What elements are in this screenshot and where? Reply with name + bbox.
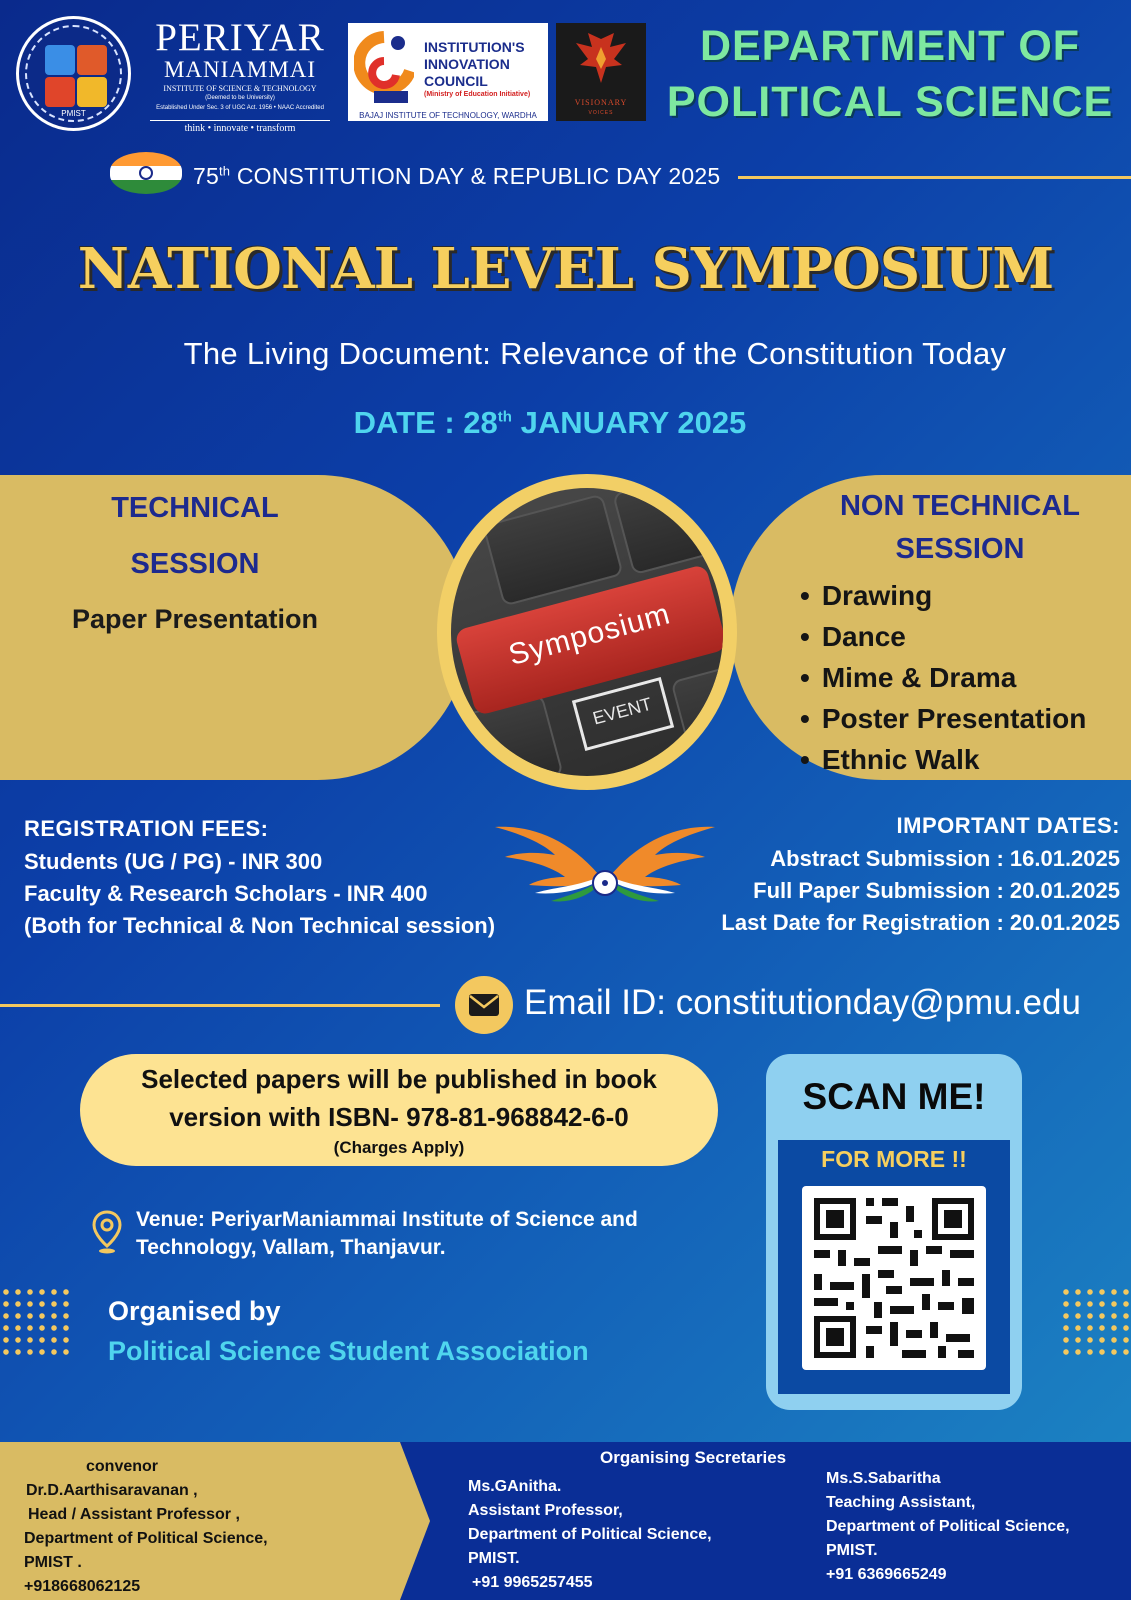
university-tagline: think • innovate • transform (150, 120, 330, 134)
occasion-number: 75 (193, 163, 219, 189)
non-technical-event-list (800, 575, 1130, 780)
list-item: • Poster Presentation (800, 698, 1130, 739)
publication-line1: Selected papers will be published in book (141, 1064, 657, 1094)
secretary-2-department: Department of Political Science, (826, 1518, 1070, 1535)
seal-quadrant (77, 77, 107, 107)
convenor-department: Department of Political Science, (24, 1530, 268, 1547)
important-dates-title: IMPORTANT DATES: (896, 813, 1120, 838)
convenor-phone: +918668062125 (24, 1578, 141, 1595)
non-technical-session-title-line2: SESSION (895, 533, 1025, 565)
visionary-sub: VOICES (588, 110, 614, 116)
university-name-line2: MANIAMMAI (163, 57, 317, 82)
symposium-keyboard-image (437, 474, 737, 790)
decorative-dots (1060, 1286, 1130, 1356)
list-item: • Ethnic Walk (800, 739, 1130, 780)
non-technical-session-title-line1: NON TECHNICAL (839, 490, 1081, 522)
event-stamp-label: EVENT (590, 693, 654, 729)
secretary-2-designation: Teaching Assistant, (826, 1494, 976, 1511)
list-item: • Mime & Drama (800, 657, 1130, 698)
decorative-dots (0, 1286, 70, 1356)
visionary-logo (556, 23, 646, 121)
university-accreditation: Established Under Sec. 3 of UGC Act. 1956 • NAAC Accredited (156, 105, 324, 111)
iic-title: INSTITUTION'S INNOVATION COUNCIL (424, 39, 525, 89)
secretary-2-institute: PMIST. (826, 1542, 878, 1559)
organiser-name: Political Science Student Association (108, 1336, 589, 1366)
publication-isbn: version with ISBN- 978-81-968842-6-0 (169, 1102, 629, 1132)
keyboard-key (612, 488, 723, 575)
registration-note: (Both for Technical & Non Technical session) (24, 913, 496, 938)
list-item: • Dance (800, 616, 1130, 657)
event-date-suffix: th (497, 408, 512, 426)
registration-fee-faculty: Faculty & Research Scholars - INR 400 (24, 881, 428, 906)
venue-line1: Venue: PeriyarManiammai Institute of Science and (136, 1208, 638, 1231)
technical-session-title-line2: SESSION (130, 548, 260, 580)
event-title: NATIONAL LEVEL SYMPOSIUM (77, 236, 1054, 302)
event-date-prefix: DATE : 28 (353, 405, 498, 440)
publication-charges: (Charges Apply) (333, 1138, 465, 1157)
secretary-2-phone: +91 6369665249 (826, 1566, 947, 1583)
university-name-line1: PERIYAR (155, 16, 325, 59)
email-divider (0, 1004, 440, 1007)
iic-logo (348, 23, 548, 121)
secretary-1-institute: PMIST. (468, 1550, 520, 1567)
seal-text: PMIST (61, 109, 86, 118)
keyboard-photo (451, 488, 723, 776)
visionary-label: VISIONARY (574, 98, 628, 107)
scan-inner-panel (778, 1140, 1010, 1394)
convenor-institute: PMIST . (24, 1554, 82, 1571)
publication-banner (80, 1054, 718, 1166)
qr-code[interactable] (802, 1186, 986, 1370)
university-status: (Deemed to be University) (205, 95, 275, 101)
university-name-line3: INSTITUTE OF SCIENCE & TECHNOLOGY (163, 84, 317, 93)
seal-quadrant (45, 45, 75, 75)
location-pin-icon (92, 1210, 122, 1254)
scan-title: SCAN ME! (802, 1076, 986, 1117)
iic-subtitle: (Ministry of Education Initiative) (424, 91, 531, 98)
occasion-label: CONSTITUTION DAY & REPUBLIC DAY 2025 (230, 163, 721, 189)
convenor-name: Dr.D.Aarthisaravanan , (26, 1482, 198, 1499)
occasion-suffix: th (218, 163, 231, 179)
scan-card (766, 1054, 1022, 1410)
event-theme: The Living Document: Relevance of the Constitution Today (183, 336, 1007, 371)
secretary-1-department: Department of Political Science, (468, 1526, 712, 1543)
venue-line2: Technology, Vallam, Thanjavur. (136, 1236, 446, 1259)
keyboard-key (670, 657, 723, 772)
qr-code-icon (802, 1186, 986, 1370)
list-item: • Drawing (800, 575, 1130, 616)
secretary-1-designation: Assistant Professor, (468, 1502, 623, 1519)
event-date-rest: JANUARY 2025 (511, 405, 747, 440)
event-date (0, 405, 1100, 441)
secretary-1-name: Ms.GAnitha. (468, 1478, 562, 1495)
iic-mark-icon (354, 31, 414, 113)
full-paper-submission-date: Full Paper Submission : 20.01.2025 (753, 878, 1120, 903)
iic-footer: BAJAJ INSTITUTE OF TECHNOLOGY, WARDHA (359, 111, 537, 120)
convenor-label: convenor (86, 1458, 159, 1475)
convenor-designation: Head / Assistant Professor , (28, 1506, 240, 1523)
organised-by-label: Organised by (108, 1296, 281, 1326)
abstract-submission-date: Abstract Submission : 16.01.2025 (770, 846, 1120, 871)
organising-secretaries-label: Organising Secretaries (600, 1448, 787, 1467)
seal-quadrant (45, 77, 75, 107)
envelope-icon (455, 976, 513, 1034)
registration-deadline: Last Date for Registration : 20.01.2025 (721, 910, 1120, 935)
secretary-1-phone: +91 9965257455 (472, 1574, 593, 1591)
scan-subtitle: FOR MORE !! (821, 1146, 967, 1172)
phoenix-icon (556, 29, 646, 89)
occasion-text (193, 163, 720, 190)
symposium-key-label: Symposium (505, 597, 674, 673)
secretary-2-name: Ms.S.Sabaritha (826, 1470, 941, 1487)
university-seal-logo (16, 16, 131, 131)
registration-title: REGISTRATION FEES: (24, 816, 269, 841)
event-stamp (572, 677, 674, 751)
technical-session-item: Paper Presentation (71, 604, 319, 634)
indian-flag-icon (110, 152, 182, 194)
email-address[interactable]: Email ID: constitutionday@pmu.edu (524, 983, 1081, 1022)
keyboard-key (482, 493, 624, 606)
technical-session-title-line1: TECHNICAL (111, 492, 279, 524)
occasion-divider (738, 176, 1131, 179)
registration-fee-students: Students (UG / PG) - INR 300 (24, 849, 323, 874)
department-title-line2: POLITICAL SCIENCE (666, 78, 1114, 126)
department-title-line1: DEPARTMENT OF (699, 22, 1081, 70)
seal-quadrant (77, 45, 107, 75)
